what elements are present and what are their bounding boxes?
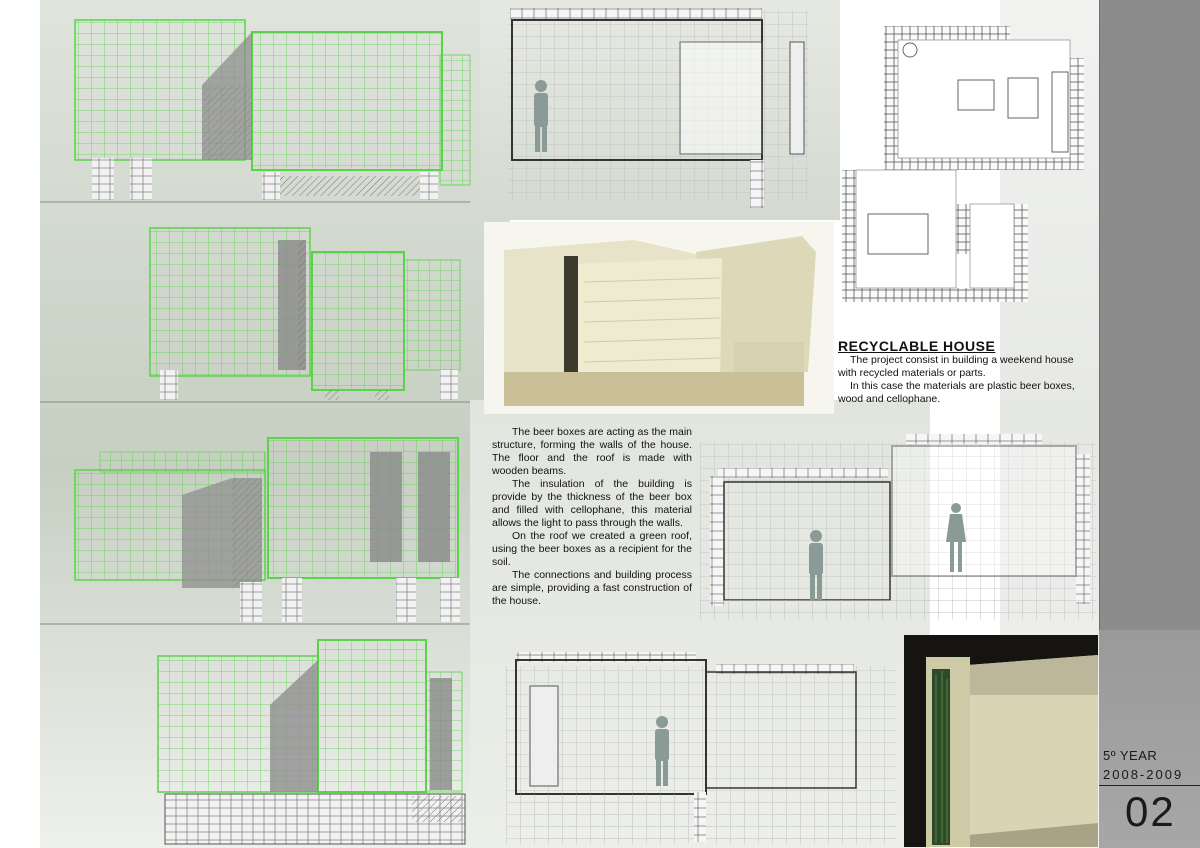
sheet-number: 02	[1125, 788, 1176, 835]
section-top	[498, 0, 828, 215]
year-label: 5º YEAR	[1103, 748, 1158, 763]
elevation-4	[158, 640, 465, 844]
elevation-1	[40, 20, 470, 202]
model-photo-render	[484, 222, 834, 414]
academic-years: 2008-2009	[1103, 767, 1184, 782]
structure-paragraph-2: The insulation of the building is provide by the thickness of the beer box and filled with cellophane, this material allows the light to pass through the walls.	[492, 478, 692, 529]
description-paragraph-2: In this case the materials are plastic beer boxes, wood and cellophane.	[838, 380, 1075, 405]
elevation-2	[40, 228, 470, 402]
project-title: RECYCLABLE HOUSE	[838, 338, 996, 354]
night-interior-photo	[904, 635, 1098, 847]
structure-text	[492, 426, 692, 608]
section-middle	[700, 432, 1098, 628]
elevations-column	[0, 0, 480, 848]
structure-paragraph-1: The beer boxes are acting as the main structure, forming the walls of the house. The floor and the roof is made with wooden beams.	[492, 426, 692, 477]
description-paragraph-1: The project consist in building a weekend house with recycled materials or parts.	[838, 354, 1074, 379]
model-photo	[484, 222, 834, 414]
night-interior-render	[904, 635, 1098, 847]
project-description	[838, 354, 1094, 406]
floor-plan	[838, 18, 1098, 308]
structure-paragraph-4: The connections and building process are simple, providing a fast construction of the house.	[492, 569, 692, 607]
elevation-3	[40, 438, 470, 624]
sidebar-divider	[1099, 785, 1200, 786]
section-bottom	[506, 646, 898, 846]
structure-paragraph-3: On the roof we created a green roof, using the beer boxes as a recipient for the soil.	[492, 530, 692, 568]
